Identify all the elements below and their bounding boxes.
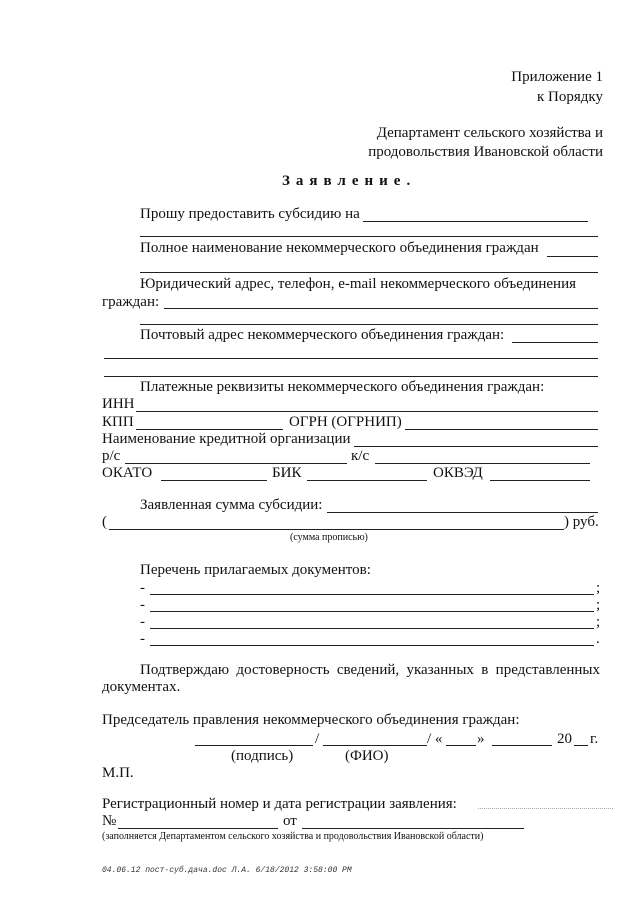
ks-line[interactable] [375,463,590,464]
month-line[interactable] [492,745,552,746]
subsidy-purpose-line[interactable] [363,221,588,222]
doc-item-line[interactable] [150,594,594,595]
bank-name-line[interactable] [354,446,598,447]
number-sign: № [102,813,117,829]
legal-address-line[interactable] [164,308,598,309]
doc-item-line[interactable] [150,645,594,646]
signature-caption: (подпись) [231,748,294,764]
request-label: Прошу предоставить субсидию на [140,206,360,222]
kpp-line[interactable] [136,429,283,430]
inn-line[interactable] [136,411,598,412]
doc-item-end: . [596,631,600,647]
doc-item-dash: - [140,614,145,630]
appendix-label: Приложение 1 [511,69,603,85]
registration-faint-line [478,808,613,809]
amount-line[interactable] [327,512,598,513]
doc-item-line[interactable] [150,628,594,629]
file-footer: 04.06.12 пост-суб.дача.doc Л.А. 6/18/2012 3:58:00 PM [102,866,352,875]
confirm-line-1: Подтверждаю достоверность сведений, указанных в представленных [140,662,600,678]
date-open: / « [427,731,443,747]
ogrn-line[interactable] [405,429,598,430]
year-suffix: г. [590,731,599,747]
department-line-2: продовольствия Ивановской области [368,144,603,160]
year-prefix: 20 [557,731,572,747]
legal-address-label-2: граждан: [102,294,160,310]
fio-line[interactable] [323,745,427,746]
sign-slash: / [315,731,320,747]
bik-line[interactable] [307,480,427,481]
stamp-label: М.П. [102,765,134,781]
from-label: от [283,813,297,829]
ogrn-label: ОГРН (ОГРНИП) [289,414,402,430]
legal-address-label: Юридический адрес, телефон, e-mail некоммерческого объединения [140,276,577,292]
amount-open-paren: ( [102,514,107,530]
kpp-label: КПП [102,414,134,430]
postal-address-line-3[interactable] [104,376,598,377]
docs-list-label: Перечень прилагаемых документов: [140,562,371,578]
registration-label: Регистрационный номер и дата регистрации заявления: [102,796,457,812]
postal-address-line-2[interactable] [104,358,598,359]
rs-line[interactable] [125,463,347,464]
order-label: к Порядку [537,89,603,105]
document-title: Заявление. [282,173,417,189]
day-line[interactable] [446,745,476,746]
inn-label: ИНН [102,396,135,412]
full-name-line-2[interactable] [140,272,598,273]
confirm-line-2: документах. [102,679,181,695]
bik-label: БИК [272,465,302,481]
okved-label: ОКВЭД [433,465,483,481]
department-line-1: Департамент сельского хозяйства и [376,125,603,141]
registration-date-line[interactable] [302,828,524,829]
amount-label: Заявленная сумма субсидии: [140,497,323,513]
doc-item-dash: - [140,597,145,613]
registration-caption: (заполняется Департаментом сельского хозяйства и продовольствия Ивановской области) [102,831,484,842]
year-line[interactable] [574,745,588,746]
fio-caption: (ФИО) [345,748,389,764]
postal-address-label: Почтовый адрес некоммерческого объединения граждан: [140,327,505,343]
full-name-line[interactable] [547,256,598,257]
date-close: » [477,731,485,747]
doc-item-dash: - [140,631,145,647]
doc-item-dash: - [140,580,145,596]
full-name-label: Полное наименование некоммерческого объединения граждан [140,240,539,256]
bank-name-label: Наименование кредитной организации [102,431,351,447]
doc-item-line[interactable] [150,611,594,612]
rs-label: р/с [102,448,121,464]
registration-number-line[interactable] [118,828,278,829]
rub-label: ) руб. [564,514,599,530]
postal-address-line[interactable] [512,342,598,343]
okato-label: ОКАТО [102,465,153,481]
doc-item-end: ; [596,597,601,613]
ks-label: к/с [351,448,370,464]
amount-words-line[interactable] [109,529,564,530]
doc-item-end: ; [596,614,601,630]
okved-line[interactable] [490,480,590,481]
amount-caption: (сумма прописью) [290,532,368,543]
signature-line[interactable] [195,745,313,746]
subsidy-purpose-line-2[interactable] [140,236,598,237]
payment-details-label: Платежные реквизиты некоммерческого объединения граждан: [140,379,545,395]
doc-item-end: ; [596,580,601,596]
legal-address-line-2[interactable] [140,324,598,325]
okato-line[interactable] [161,480,267,481]
chairman-label: Председатель правления некоммерческого объединения граждан: [102,712,520,728]
